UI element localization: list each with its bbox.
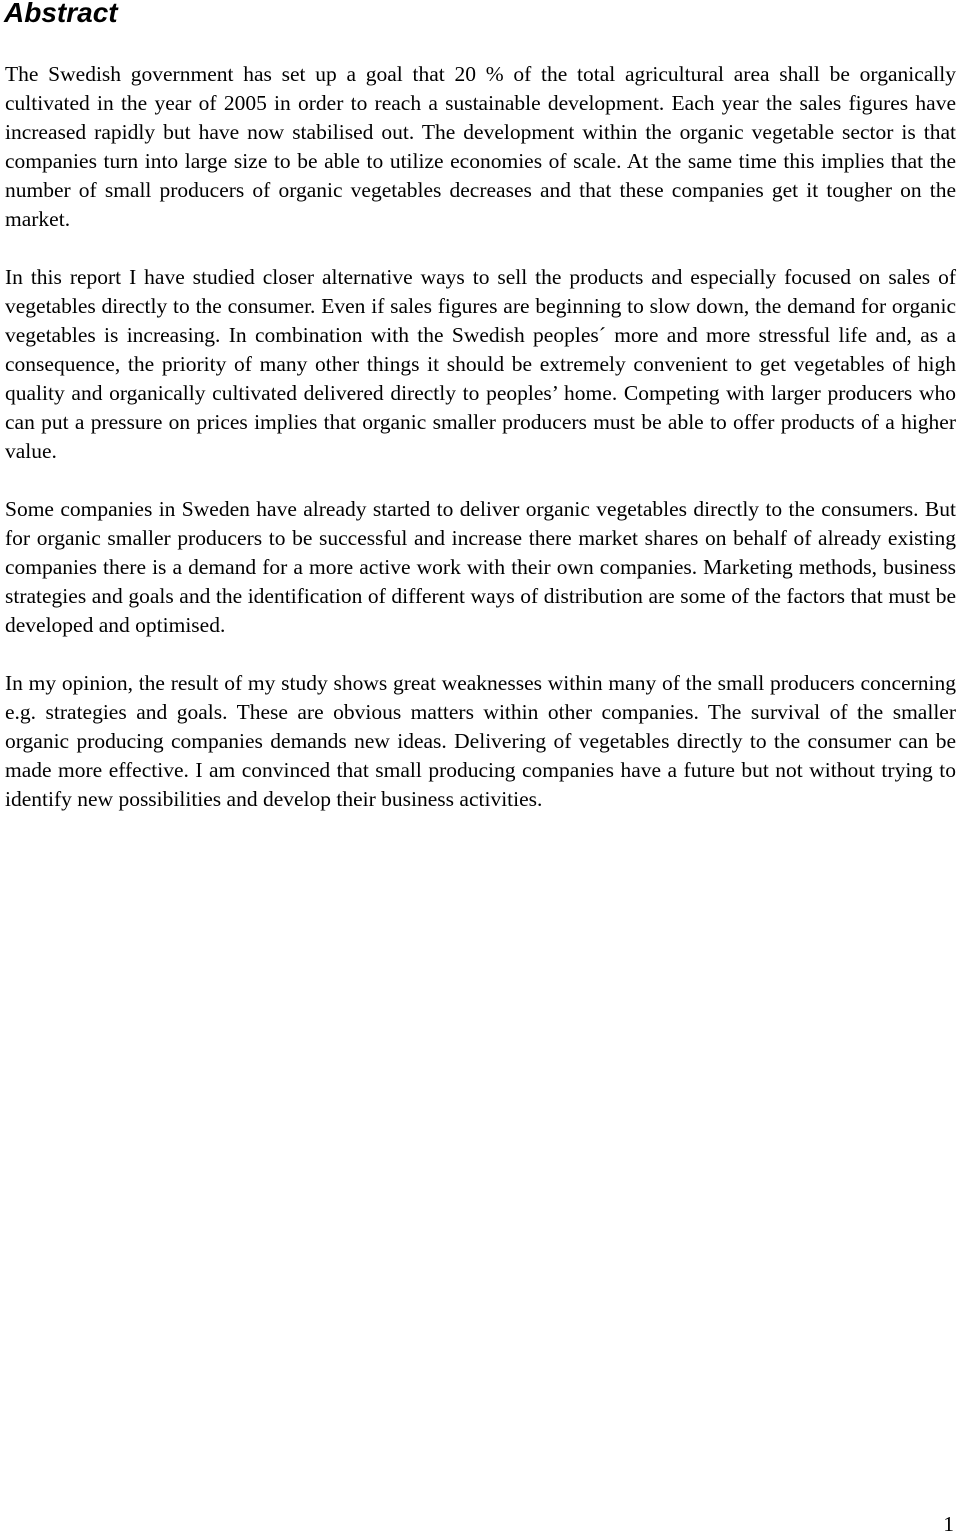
- abstract-body: [5, 60, 956, 843]
- abstract-heading: Abstract: [4, 0, 118, 28]
- abstract-paragraph-2: In this report I have studied closer alternative ways to sell the products and especially focused on sales of vegetables directly to the consumer. Even if sales figures are beginning to slow down, the demand for organic vegetables is increasing. In combination with the Swedish peoples´ more and more stressful life and, as a consequence, the priority of many other things it should be extremely convenient to get vegetables of high quality and organically cultivated delivered directly to peoples’ home. Competing with larger producers who can put a pressure on prices implies that organic smaller producers must be able to offer products of a higher value.: [5, 265, 956, 463]
- abstract-paragraph-3: Some companies in Sweden have already started to deliver organic vegetables directly to the consumers. But for organic smaller producers to be successful and increase there market shares on behalf of already existing companies there is a demand for a more active work with their own companies. Marketing methods, business strategies and goals and the identification of different ways of distribution are some of the factors that must be developed and optimised.: [5, 497, 956, 637]
- page-number: 1: [943, 1512, 954, 1536]
- abstract-paragraph-4: In my opinion, the result of my study shows great weaknesses within many of the small producers concerning e.g. strategies and goals. These are obvious matters within other companies. The survival of the smaller organic producing companies demands new ideas. Delivering of vegetables directly to the consumer can be made more effective. I am convinced that small producing companies have a future but not without trying to identify new possibilities and develop their business activities.: [5, 671, 956, 811]
- abstract-paragraph-1: The Swedish government has set up a goal that 20 % of the total agricultural area shall be organically cultivated in the year of 2005 in order to reach a sustainable development. Each year the sales figures have increased rapidly but have now stabilised out. The development within the organic vegetable sector is that companies turn into large size to be able to utilize economies of scale. At the same time this implies that the number of small producers of organic vegetables decreases and that these companies get it tougher on the market.: [5, 62, 956, 231]
